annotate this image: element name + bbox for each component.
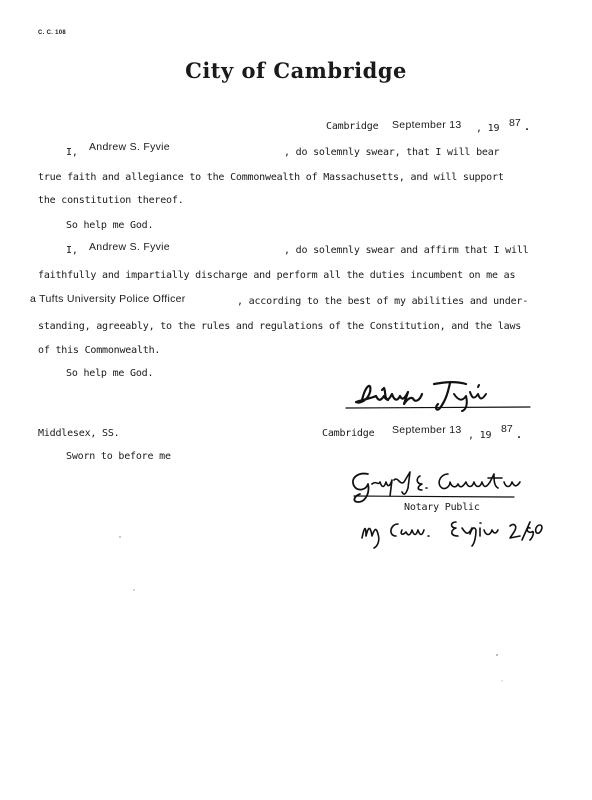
notary-label: Notary Public xyxy=(404,502,480,513)
sworn-text: Sworn to before me xyxy=(66,451,171,462)
oath-2-line3: , according to the best of my abilities and under- xyxy=(237,296,529,307)
date-city: Cambridge xyxy=(326,121,379,132)
venue: Middlesex, SS. xyxy=(38,428,120,439)
form-code: C. C. 108 xyxy=(38,30,67,36)
date-end: . xyxy=(524,122,530,133)
oath-2-start: I, xyxy=(66,245,78,256)
date2-year-prefix: , 19 xyxy=(468,430,492,441)
oath-1-text: , do solemnly swear, that I will bear xyxy=(284,147,500,158)
oath-2-text: , do solemnly swear and affirm that I will xyxy=(284,245,529,256)
date2-year-suffix: 87 xyxy=(501,423,513,435)
date-year-prefix: , 19 xyxy=(476,123,500,134)
oath-1-closing: So help me God. xyxy=(66,220,154,231)
oath-2-line2: faithfully and impartially discharge and perform all the duties incumbent on me as xyxy=(38,270,516,281)
date2-city: Cambridge xyxy=(322,428,375,439)
oath-2-closing: So help me God. xyxy=(66,368,154,379)
oath-2-name: Andrew S. Fyvie xyxy=(89,241,170,253)
oath-1-line3: the constitution thereof. xyxy=(38,195,184,206)
date-year-suffix: 87 xyxy=(509,117,521,129)
oath-2-line4: standing, agreeably, to the rules and regulations of the Constitution, and the laws xyxy=(38,321,522,332)
oath-2-line5: of this Commonwealth. xyxy=(38,345,161,356)
date-month-day: September 13 xyxy=(392,119,462,131)
oath-1-line2: true faith and allegiance to the Commonwealth of Massachusetts, and will support xyxy=(38,172,504,183)
document-title: City of Cambridge xyxy=(185,58,407,83)
oath-2-position: a Tufts University Police Officer xyxy=(30,293,186,305)
oath-1-name: Andrew S. Fyvie xyxy=(89,141,170,153)
oath-1-start: I, xyxy=(66,147,78,158)
date2-month-day: September 13 xyxy=(392,424,462,436)
date2-end: . xyxy=(516,430,522,441)
